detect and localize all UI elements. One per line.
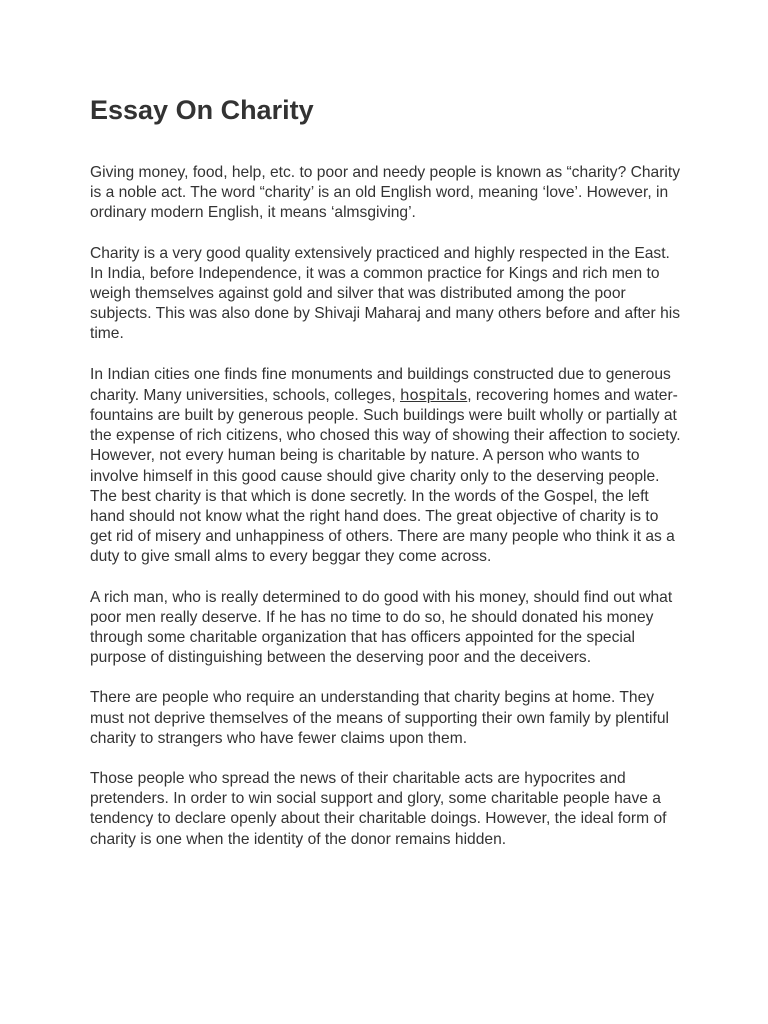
paragraph-6: There are people who require an understanding that charity begins at home. They must not deprive themselves of the means of supporting their own family by plentiful charity to strangers who have fewer claims upon them. <box>90 689 669 747</box>
document-title: Essay On Charity <box>90 95 314 125</box>
paragraph-3-text-start: In Indian cities one finds fine monuments and buildings constructed due to generous charity. Many universities, schools, colleges, <box>90 365 671 404</box>
hospitals-link[interactable]: hospitals <box>399 385 468 404</box>
paragraph-4: However, not every human being is charitable by nature. A person who wants to involve himself in this good cause should give charity only to the deserving people. The best charity is that which is done secretly. In the words of the Gospel, the left hand should not know what the right hand does. The great objective of charity is to get rid of misery and unhappiness of others. There are many people who think it as a duty to give small alms to every beggar they come across. <box>90 447 675 566</box>
paragraph-2: Charity is a very good quality extensively practiced and highly respected in the East. In India, before Independence, it was a common practice for Kings and rich men to weigh themselves against gold and silver that was distributed among the poor subjects. This was also done by Shivaji Maharaj and many others before and after his time. <box>90 244 680 343</box>
paragraph-5: A rich man, who is really determined to do good with his money, should find out what poor men really deserve. If he has no time to do so, he should donated his money through some charitable organization that has officers appointed for the special purpose of distinguishing between the deserving poor and the deceivers. <box>90 588 673 667</box>
paragraph-3-text-end: , recovering homes and water-fountains are built by generous people. Such buildings were built wholly or partially at the expense of rich citizens, who chosed this way of showing their affection to society. <box>90 386 681 445</box>
paragraph-1: Giving money, food, help, etc. to poor and needy people is known as “charity? Charity is a noble act. The word “charity’ is an old English word, meaning ‘love’. However, in ordinary modern English, it means ‘almsgiving’. <box>90 164 681 222</box>
paragraph-7: Those people who spread the news of their charitable acts are hypocrites and pretenders. In order to win social support and glory, some charitable people have a tendency to declare openly about their charitable doings. However, the ideal form of charity is one when the identity of the donor remains hidden. <box>90 770 667 848</box>
document-page <box>90 92 682 870</box>
paragraph-3 <box>90 365 682 447</box>
